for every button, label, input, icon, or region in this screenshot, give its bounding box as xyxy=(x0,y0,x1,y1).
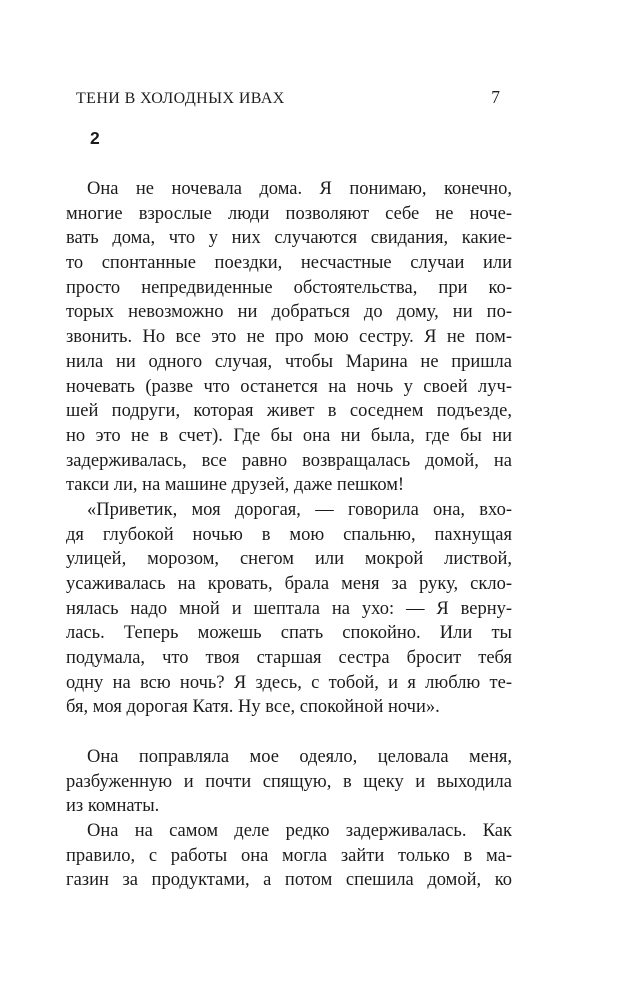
text-line: лась. Теперь можешь спать спокойно. Или ты xyxy=(66,623,512,644)
running-title: ТЕНИ В ХОЛОДНЫХ ИВАХ xyxy=(76,90,285,107)
text-line: просто непредвиденные обстоятельства, при ко- xyxy=(66,277,512,298)
text-line: правило, с работы она могла зайти только в ма- xyxy=(66,845,512,866)
body-text xyxy=(66,177,512,893)
text-line: ночевать (разве что останется на ночь у своей луч- xyxy=(66,376,512,397)
text-line: подумала, что твоя старшая сестра бросит тебя xyxy=(66,648,512,669)
text-line: усаживалась на кровать, брала меня за руку, скло- xyxy=(66,574,512,594)
paragraph-1 xyxy=(66,177,512,498)
text-line: звонить. Но все это не про мою сестру. Я не пом- xyxy=(66,327,512,348)
text-line: вать дома, что у них случаются свидания, какие- xyxy=(66,228,512,249)
text-line: такси ли, на машине друзей, даже пешком! xyxy=(66,475,405,496)
text-line: то спонтанные поездки, несчастные случаи или xyxy=(66,253,512,274)
paragraph-2 xyxy=(66,498,512,720)
text-line: бя, моя дорогая Катя. Ну все, спокойной ночи». xyxy=(66,697,440,718)
text-line: Она не ночевала дома. Я понимаю, конечно, xyxy=(87,179,512,199)
text-line: торых невозможно ни добраться до дому, ни по- xyxy=(66,302,512,323)
text-line: многие взрослые люди позволяют себе не ноче- xyxy=(66,203,512,224)
paragraph-4 xyxy=(66,819,512,893)
text-line: «Приветик, моя дорогая, — говорила она, вхо- xyxy=(87,499,512,520)
text-line: дя глубокой ночью в мою спальню, пахнущая xyxy=(66,524,512,545)
text-line: шей подруги, которая живет в соседнем подъезде, xyxy=(66,401,512,422)
text-line: разбуженную и почти спящую, в щеку и выходила xyxy=(66,771,512,792)
text-line: задерживалась, все равно возвращалась домой, на xyxy=(66,450,512,471)
text-line: улицей, морозом, снегом или мокрой листвой, xyxy=(66,549,512,570)
text-line: но это не в счет). Где бы она ни была, где бы ни xyxy=(66,425,512,446)
text-line: Она на самом деле редко задерживалась. Как xyxy=(87,820,512,841)
text-line: одну на всю ночь? Я здесь, с тобой, и я люблю те- xyxy=(66,672,512,693)
page-number: 7 xyxy=(491,87,500,107)
text-line: из комнаты. xyxy=(66,796,160,817)
text-line: нила ни одного случая, чтобы Марина не пришла xyxy=(66,351,512,372)
text-line: газин за продуктами, а потом спешила домой, ко xyxy=(66,870,512,891)
text-line: Она поправляла мое одеяло, целовала меня, xyxy=(87,746,512,767)
chapter-number: 2 xyxy=(90,128,100,148)
text-line: нялась надо мной и шептала на ухо: — Я верну- xyxy=(66,598,512,619)
paragraph-3 xyxy=(66,745,512,819)
page-header xyxy=(66,87,512,108)
